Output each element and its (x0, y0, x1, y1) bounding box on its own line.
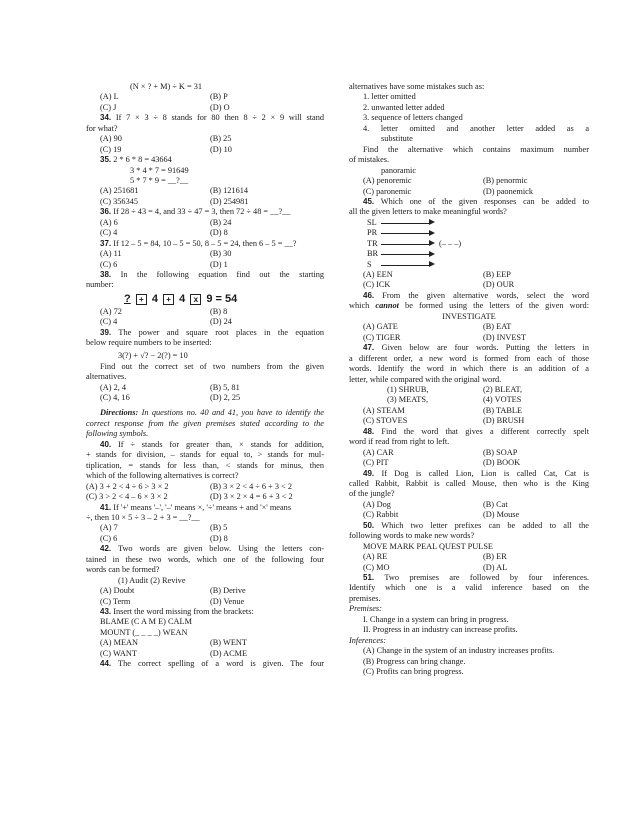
question-40: 40. If ÷ stands for greater than, × stands for addition, (100, 439, 324, 449)
text-line: words. Identify the word in which there is an addition of a (349, 364, 589, 374)
question-34: 34. If 7 × 3 ÷ 8 stands for 80 then 8 ÷ 2 × 9 will stand (100, 113, 324, 123)
question-49: 49. If Dog is called Lion, Lion is called Cat, Cat is (363, 468, 589, 478)
text-line: tained in these two words, which one of the following four (86, 554, 324, 564)
option-row: (A) Dog (B) Cat (363, 499, 508, 509)
text-line: of mistakes. (349, 155, 390, 165)
option-row: (C) 19 (D) 10 (100, 144, 232, 154)
arrow-right-icon (429, 230, 435, 236)
option-row: (A) 2, 4 (B) 5, 81 (100, 382, 240, 392)
text-line: called Rabbit, Rabbit is called Mouse, then who is the King (349, 478, 589, 488)
text-line: following words to make new words? (349, 531, 475, 541)
option-row: (A) MEAN (B) WENT (100, 638, 247, 648)
equation-38: ? + 4 + 4 x 9 = 54 (124, 293, 238, 305)
inference: (B) Progress can bring change. (363, 656, 466, 666)
option-row: (C) 4 (D) 8 (100, 228, 228, 238)
question-41: 41. If '+' means '–', '–' means ×, '÷' means + and '×' means (100, 502, 292, 512)
list-item: 2. unwanted letter added (363, 102, 445, 112)
text-line: (1) Audit (2) Revive (118, 575, 186, 585)
option-row: (A) 3 + 2 < 4 ÷ 6 > 3 × 2 (B) 3 × 2 < 4 ÷ 6 + 3 < 2 (86, 481, 293, 491)
arrow-right-icon (429, 251, 435, 257)
option-row: (A) 7 (B) 5 (100, 523, 228, 533)
text-line: word if read from right to left. (349, 437, 450, 447)
text-line: tiplication, = stands for less than, < stands for minus, then (86, 460, 324, 470)
option-row: (A) L (B) P (100, 92, 228, 102)
arrow-right-icon (429, 261, 435, 267)
option-row: (1) SHRUB, (2) BLEAT, (387, 384, 523, 394)
option-row: (C) 3 > 2 < 4 – 6 × 3 × 2 (D) 3 × 2 × 4 = 6 + 3 < 2 (86, 492, 293, 502)
question-50: 50. Which two letter prefixes can be added to all the (363, 520, 589, 530)
arrow-row: S (349, 260, 589, 270)
text-line: for what? (86, 123, 118, 133)
premise: I. Change in a system can bring in progress. (363, 614, 509, 624)
question-45: 45. Which one of the given responses can be added to (363, 196, 589, 206)
option-row: (C) 6 (D) 1 (100, 259, 228, 269)
question-39: 39. The power and square root places in the equation (100, 327, 324, 337)
option-row: (A) EEN (B) EEP (363, 270, 511, 280)
option-row: (A) 6 (B) 24 (100, 217, 232, 227)
premises-label: Premises: (349, 604, 382, 614)
option-row: (A) STEAM (B) TABLE (363, 405, 523, 415)
text-line: which of the following alternatives is correct? (86, 471, 239, 481)
option-row: (A) Doubt (B) Derive (100, 586, 246, 596)
arrow-row: TR (– – –) (367, 238, 462, 248)
option-row: (A) CAR (B) SOAP (363, 447, 518, 457)
inferences-label: Inferences: (349, 635, 387, 645)
option-row: (C) MO (D) AL (363, 562, 508, 572)
question-51: 51. Two premises are followed by four inferences. (363, 572, 589, 582)
option-row: (A) 90 (B) 25 (100, 134, 232, 144)
text-line: Identify which one is a valid inference based on the (349, 583, 589, 593)
question-48: 48. Find the word that gives a different correctly spelt (363, 426, 589, 436)
option-row: (3) MEATS, (4) VOTES (387, 395, 522, 405)
inference: (C) Profits can bring progress. (363, 667, 464, 677)
text-line: 5 * 7 * 9 = __?__ (130, 176, 189, 186)
list-item: 4. letter omitted and another letter added as a (363, 123, 589, 133)
arrow-row: SL (349, 218, 589, 228)
text-line: a different order, a new word is formed from each of those (349, 353, 589, 363)
option-row: (C) WANT (D) ACME (100, 648, 248, 658)
question-37: 37. If 12 – 5 = 84, 10 – 5 = 50, 8 – 5 = 24, then 6 – 5 = __? (100, 238, 297, 248)
option-row: (A) 251681 (B) 121614 (100, 186, 249, 196)
option-row: (C) 356345 (D) 254981 (100, 196, 249, 206)
option-row: (C) paronemic (D) paonemick (363, 186, 533, 196)
arrow-row: BR (349, 249, 589, 259)
text-line: Find the alternative which contains maximum number (363, 144, 589, 154)
text-line: words can be formed? (86, 565, 160, 575)
text-line: panoramic (381, 165, 417, 175)
question-43: 43. Insert the word missing from the brackets: (100, 606, 254, 616)
text-line: + stands for division, – stands for equal to, > stands for mul- (86, 450, 324, 460)
text-line: number: (86, 280, 114, 290)
option-row: (A) RE (B) ER (363, 552, 507, 562)
option-row: (C) J (D) O (100, 102, 230, 112)
text-line: MOUNT (_ _ _ _) WEAN (100, 627, 188, 637)
text-line: correct response from the given premises stated according to the (86, 418, 324, 428)
text-line: ÷, then 10 × 5 ÷ 3 – 2 + 3 = __?__ (86, 512, 200, 522)
plus-box-icon: + (163, 294, 174, 305)
arrow-right-icon (429, 219, 435, 225)
text-line: Find out the correct set of two numbers from the given (100, 361, 324, 371)
option-row: (C) STOVES (D) BRUSH (363, 416, 525, 426)
question-42: 42. Two words are given below. Using the letters con- (100, 544, 324, 554)
left-column (86, 82, 324, 670)
question-36: 36. If 28 ÷ 43 = 4, and 33 ÷ 47 = 3, then 72 ÷ 48 = __?__ (100, 207, 291, 217)
inference: (A) Change in the system of an industry increases profits. (363, 646, 555, 656)
text-line: below require numbers to be inserted: (86, 338, 212, 348)
option-row: (A) penoremic (B) penormic (363, 176, 528, 186)
text-line: of the jungle? (349, 489, 395, 499)
question-44: 44. The correct spelling of a word is given. The four (100, 659, 324, 669)
directions: Directions: In questions no. 40 and 41, you have to identify the (100, 408, 324, 418)
list-item: 3. sequence of letters changed (363, 113, 463, 123)
text-line: (N × ? + M) ÷ K = 31 (130, 82, 203, 91)
option-row: (C) ICK (D) OUR (363, 280, 515, 290)
text-line: premises. (349, 593, 381, 603)
option-row: (C) PIT (D) BOOK (363, 458, 521, 468)
question-46: 46. From the given alternative words, select the word (363, 290, 589, 300)
option-row: (A) GATE (B) EAT (363, 322, 512, 332)
text-line: BLAME (C A M E) CALM (100, 617, 192, 627)
list-item: 1. letter omitted (363, 92, 416, 102)
option-row: (C) TIGER (D) INVEST (363, 332, 527, 342)
text-line: letter, while compared with the original word. (349, 374, 502, 384)
text-line: following symbols. (86, 429, 149, 439)
premise: II. Progress in an industry can increase profits. (363, 625, 518, 635)
option-row: (C) Term (D) Venue (100, 596, 245, 606)
text-line: MOVE MARK PEAL QUEST PULSE (363, 541, 493, 551)
text-line: alternatives have some mistakes such as: (349, 82, 485, 91)
option-row: (C) 4, 16 (D) 2, 25 (100, 393, 241, 403)
option-row: (C) Rabbit (D) Mouse (363, 510, 520, 520)
right-column (349, 82, 589, 678)
option-row: (A) 72 (B) 8 (100, 306, 228, 316)
arrow-row: PR (349, 228, 589, 238)
text-line: 3 * 4 * 7 = 91649 (130, 165, 189, 175)
option-row: (C) 6 (D) 8 (100, 533, 228, 543)
text-line: which cannot be formed using the letters of the given word: (349, 301, 589, 311)
question-47: 47. Given below are four words. Putting the letters in (363, 343, 589, 353)
question-35: 35. 2 * 6 * 8 = 43664 (100, 155, 172, 165)
equation-39: 3(?) + √? − 2(?) = 10 (118, 350, 188, 360)
text-line: all the given letters to make meaningful words? (349, 207, 507, 217)
arrow-right-icon (429, 240, 435, 246)
times-box-icon: x (190, 294, 201, 305)
plus-box-icon: + (136, 294, 147, 305)
option-row: (C) 4 (D) 24 (100, 317, 232, 327)
text-line: alternatives. (86, 372, 127, 382)
question-38: 38. In the following equation find out the starting (100, 270, 324, 279)
option-row: (A) 11 (B) 30 (100, 249, 232, 259)
text-line: substitute (381, 134, 413, 144)
text-line: INVESTIGATE (442, 311, 496, 321)
